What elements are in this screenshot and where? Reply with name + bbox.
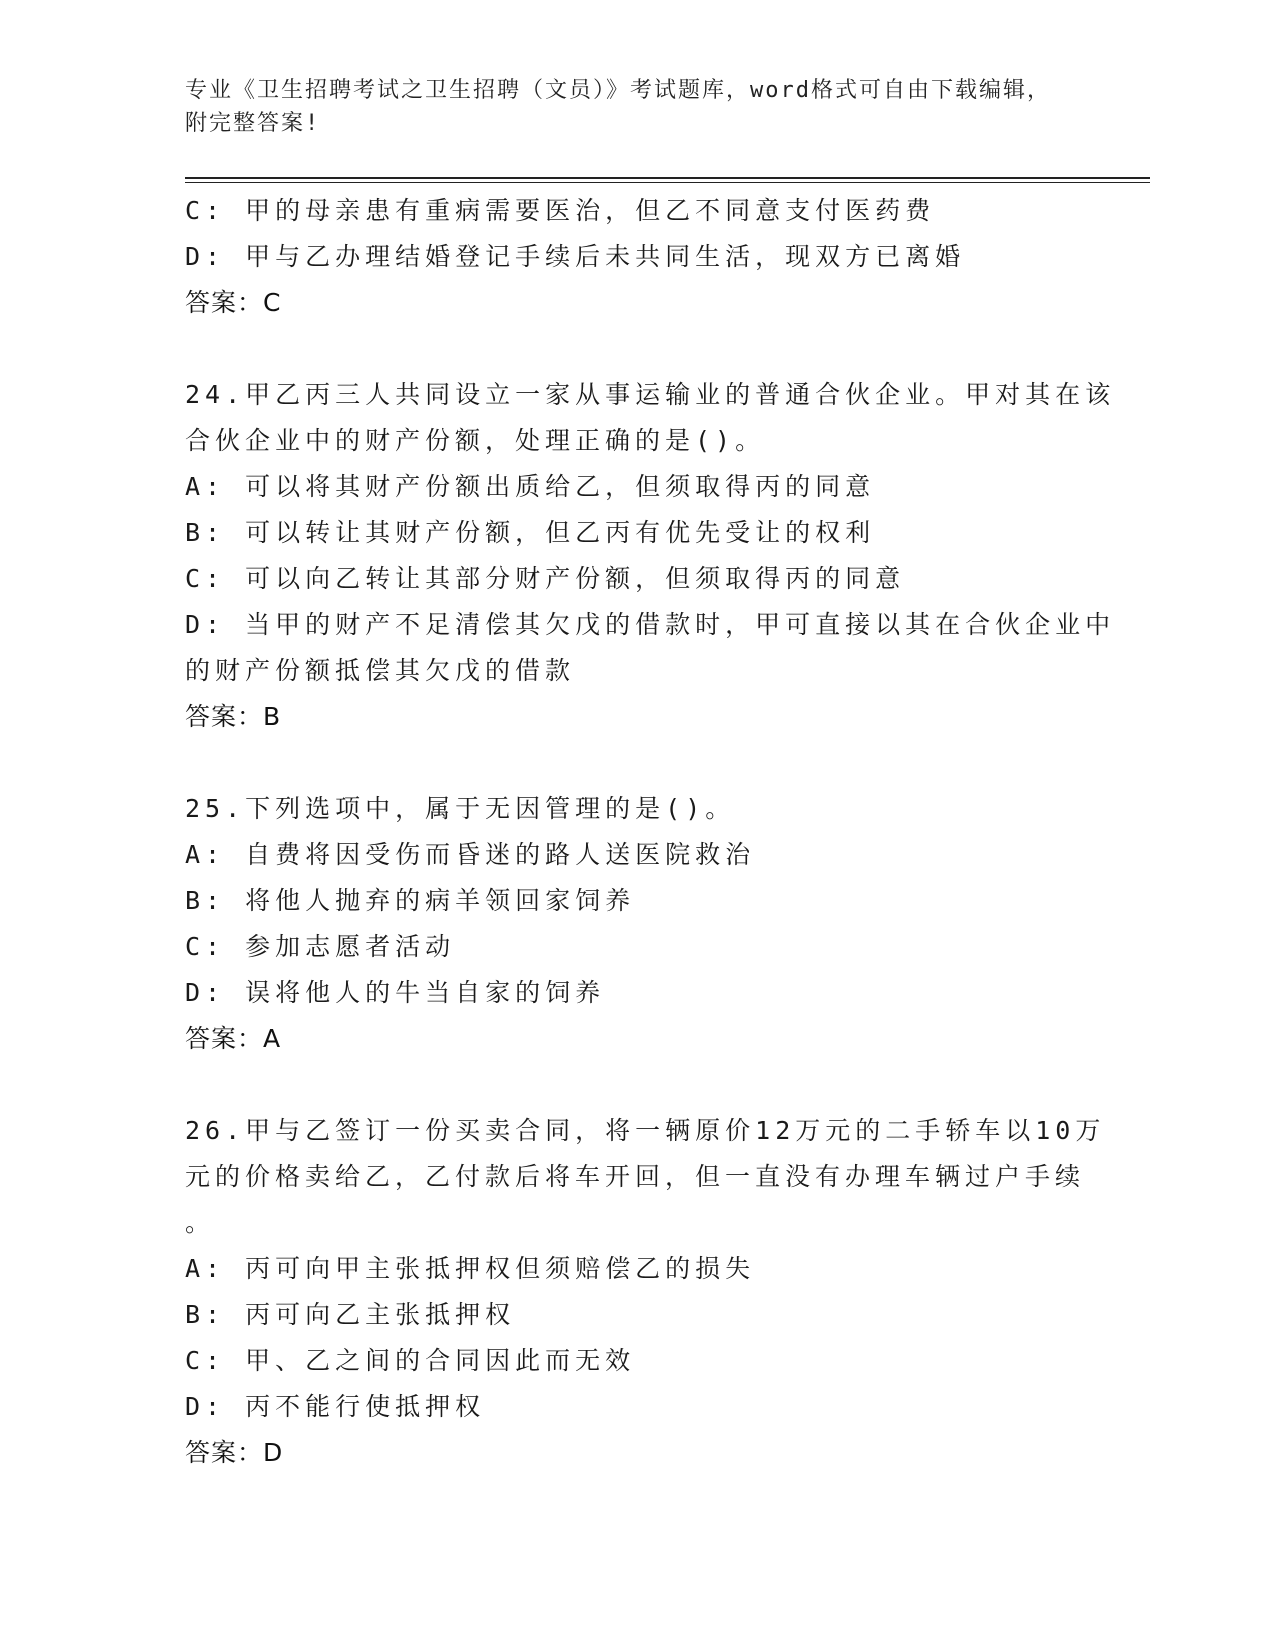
question-25 [185,786,1085,1062]
option-a: A: 丙可向甲主张抵押权但须赔偿乙的损失 [185,1254,756,1283]
answer-line: 答案：B [185,702,282,731]
option-b: B: 可以转让其财产份额，但乙丙有优先受让的权利 [185,518,876,547]
option-d-continued: 的财产份额抵偿其欠戊的借款 [185,656,576,685]
question-stem-continued: 元的价格卖给乙，乙付款后将车开回，但一直没有办理车辆过户手续 [185,1162,1086,1191]
option-c: C: 甲的母亲患有重病需要医治，但乙不同意支付医药费 [185,196,936,225]
header-divider-thick [185,177,1150,179]
option-a: A: 可以将其财产份额出质给乙，但须取得丙的同意 [185,472,876,501]
option-c: C: 可以向乙转让其部分财产份额，但须取得丙的同意 [185,564,906,593]
option-d: D: 当甲的财产不足清偿其欠戊的借款时，甲可直接以其在合伙企业中 [185,610,1116,639]
question-content [185,188,1116,1476]
option-a: A: 自费将因受伤而昏迷的路人送医院救治 [185,840,756,869]
spacer [185,740,1085,786]
header-divider-thin [185,182,1150,183]
option-b: B: 将他人抛弃的病羊领回家饲养 [185,886,636,915]
option-c: C: 甲、乙之间的合同因此而无效 [185,1346,636,1375]
option-c: C: 参加志愿者活动 [185,932,456,961]
option-b: B: 丙可向乙主张抵押权 [185,1300,516,1329]
option-d: D: 甲与乙办理结婚登记手续后未共同生活，现双方已离婚 [185,242,966,271]
question-stem: 24.甲乙丙三人共同设立一家从事运输业的普通合伙企业。甲对其在该 [185,380,1116,409]
question-24 [185,372,1116,740]
question-26 [185,1108,1106,1476]
option-d: D: 误将他人的牛当自家的饲养 [185,978,606,1007]
answer-line: 答案：A [185,1024,282,1053]
answer-line: 答案：D [185,1438,284,1467]
spacer [185,326,1085,372]
question-stem-continued: 合伙企业中的财产份额，处理正确的是()。 [185,426,766,455]
question-stem: 26.甲与乙签订一份买卖合同，将一辆原价12万元的二手轿车以10万 [185,1116,1106,1145]
answer-line: 答案：C [185,288,282,317]
question-stem: 25.下列选项中，属于无因管理的是()。 [185,794,736,823]
document-header: 专业《卫生招聘考试之卫生招聘（文员）》考试题库，word格式可自由下载编辑，附完整答案! [185,78,1051,136]
question-stem-end: 。 [185,1208,216,1237]
spacer [185,1062,1085,1108]
question-23-continued [185,188,1085,326]
option-d: D: 丙不能行使抵押权 [185,1392,486,1421]
